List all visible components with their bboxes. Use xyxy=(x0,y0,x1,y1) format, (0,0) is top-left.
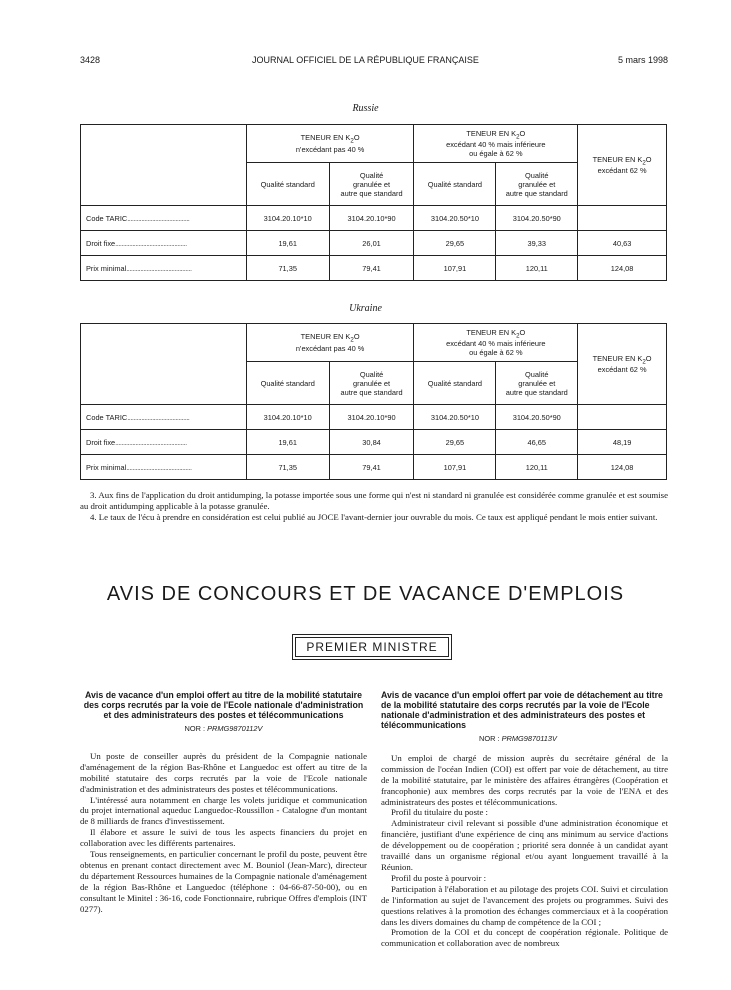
sub-header: Qualité granulée et autre que standard xyxy=(329,163,414,206)
row-label: Code TARIC........................................ xyxy=(81,206,247,231)
table-corner xyxy=(81,125,247,206)
sub-header: Qualité granulée et autre que standard xyxy=(496,163,578,206)
ministry-label: PREMIER MINISTRE xyxy=(295,637,449,657)
left-article xyxy=(80,690,367,915)
table-cell: 3104.20.10*90 xyxy=(329,405,414,430)
article-title: Avis de vacance d'un emploi offert par voie de détachement au titre de la mobilité statutaire des corps recrutés par la voie de l'Ecole nationale d'administration et des administrateurs des postes et télécommunications xyxy=(381,690,663,730)
paragraph: Participation à l'élaboration et au pilotage des projets COI. Suivi et circulation de l'information au sujet de l'avancement des projets ou programmes. Suivi des questions relatives à la promotion des échanges commerciaux et à la coopération dans les divers domaines du champ de compétence de la COI ; xyxy=(381,883,668,927)
table-cell: 40,63 xyxy=(578,231,667,256)
row-label: Code TARIC........................................ xyxy=(81,405,247,430)
row-label: Droit fixe.............................................. xyxy=(81,231,247,256)
sub-header: Qualité standard xyxy=(414,163,496,206)
article-title: Avis de vacance d'un emploi offert au titre de la mobilité statutaire des corps recrutés par la voie de l'Ecole nationale d'administration et des administrateurs des postes et télécommunications xyxy=(83,690,364,720)
paragraph: Un poste de conseiller auprès du président de la Compagnie nationale d'aménagement de la région Bas-Rhône et Languedoc est offert au titre de la mobilité statutaire des corps recrutés par la voie de l'Ecole nationale d'administration et des administrateurs des postes et télécommunications. xyxy=(80,750,367,794)
table-cell: 19,61 xyxy=(246,430,329,455)
header-group-2: TENEUR EN $K_2O$ excédant 40 % mais inférieure ou égale à 62 % xyxy=(414,324,578,362)
table-caption: Ukraine xyxy=(349,303,382,314)
tariff-table xyxy=(80,124,667,281)
table-cell: 107,91 xyxy=(414,256,496,281)
row-label: Droit fixe.............................................. xyxy=(81,430,247,455)
header-group-3: TENEUR EN $K_2O$ excédant 62 % xyxy=(578,324,667,405)
nor-reference: NOR : PRMG9870112V xyxy=(184,724,263,733)
page-date: 5 mars 1998 xyxy=(617,55,668,65)
table-cell: 3104.20.50*90 xyxy=(496,405,578,430)
sub-header: Qualité standard xyxy=(246,163,329,206)
table-cell: 3104.20.50*10 xyxy=(414,405,496,430)
table-cell: 3104.20.10*90 xyxy=(329,206,414,231)
table-cell: 39,33 xyxy=(496,231,578,256)
paragraph: Profil du titulaire du poste : xyxy=(391,807,488,818)
header-group-3: TENEUR EN $K_2O$ excédant 62 % xyxy=(578,125,667,206)
sub-header: Qualité granulée et autre que standard xyxy=(329,362,414,405)
paragraph: Promotion de la COI et du concept de coopération régionale. Politique de communication et collaboration avec de nombreux xyxy=(381,927,668,949)
table-cell: 48,19 xyxy=(578,430,667,455)
table-cell: 71,35 xyxy=(246,256,329,281)
table-cell: 19,61 xyxy=(246,231,329,256)
table-corner xyxy=(81,324,247,405)
table-cell: 3104.20.10*10 xyxy=(246,405,329,430)
paragraph: Tous renseignements, en particulier concernant le profil du poste, peuvent être obtenus en prenant contact directement avec M. Bouniol (Jean-Marc), directeur du département Ressources humaines de la Compagnie nationale d'aménagement de la région Bas-Rhône et Languedoc (téléphone : 04-66-87-50-00), ou en consultant le Minitel : 36-16, code Fonctionnaire, rubrique Offres d'emplois (INT 0277). xyxy=(80,849,367,914)
page-number: 3428 xyxy=(80,55,101,65)
table-cell: 120,11 xyxy=(496,455,578,480)
sub-header: Qualité granulée et autre que standard xyxy=(496,362,578,405)
header-group-1: TENEUR EN $K_2O$ n'excédant pas 40 % xyxy=(246,125,414,163)
footnotes xyxy=(80,490,668,523)
paragraph: Profil du poste à pourvoir : xyxy=(391,872,487,883)
sub-header: Qualité standard xyxy=(414,362,496,405)
paragraph: L'intéressé aura notamment en charge les volets juridique et communication du projet international aqueduc Languedoc-Roussillon - Catalogne d'un montant de 8 milliards de francs d'investissement. xyxy=(80,794,367,827)
table-cell: 26,01 xyxy=(329,231,414,256)
ministry-box xyxy=(292,634,452,660)
table-cell: 29,65 xyxy=(414,231,496,256)
table-cell xyxy=(578,206,667,231)
table-cell: 107,91 xyxy=(414,455,496,480)
table-cell: 124,08 xyxy=(578,256,667,281)
table-cell: 71,35 xyxy=(246,455,329,480)
paragraph: Il élabore et assure le suivi de tous les aspects financiers du projet en collaboration avec les différents partenaires. xyxy=(80,827,367,849)
row-label: Prix minimal.......................................... xyxy=(81,455,247,480)
sub-header: Qualité standard xyxy=(246,362,329,405)
nor-reference: NOR : PRMG9870113V xyxy=(479,734,557,743)
table-cell: 120,11 xyxy=(496,256,578,281)
footnote: 4. Le taux de l'écu à prendre en considération est celui publié au JOCE l'avant-dernier jour ouvrable du mois. Ce taux est appliqué pendant le mois entier suivant. xyxy=(90,512,658,522)
table-cell: 46,65 xyxy=(496,430,578,455)
paragraph: Un emploi de chargé de mission auprès du secrétaire général de la commission de l'océan Indien (COI) est offert par voie de détachement, au titre de la mobilité statutaire, par le ministère des affaires étrangères (Coopération et francophonie) aux membres des corps recrutés par la voie de l'ENA et des administrateurs des postes et télécommunications. xyxy=(381,752,668,807)
paragraph: Administrateur civil relevant si possible d'une administration économique et financière, justifiant d'une expérience de cinq ans minimum au service d'actions de développement ou de coopération ; priorité sera donnée à un candidat ayant travaillé dans un organisme régional et/ou ayant longuement travaillé à la Réunion. xyxy=(381,818,668,872)
table-cell: 30,84 xyxy=(329,430,414,455)
table-cell xyxy=(578,405,667,430)
section-title: AVIS DE CONCOURS ET DE VACANCE D'EMPLOIS xyxy=(106,583,625,605)
footnote: 3. Aux fins de l'application du droit antidumping, la potasse importée sous une forme qui n'est ni standard ni granulée est considérée comme granulée et est soumise au droit antidumping applicable à la potasse granulée. xyxy=(80,490,668,511)
table-caption: Russie xyxy=(352,103,379,114)
journal-title: JOURNAL OFFICIEL DE LA RÉPUBLIQUE FRANÇAISE xyxy=(252,55,479,65)
table-cell: 3104.20.50*90 xyxy=(496,206,578,231)
table-cell: 29,65 xyxy=(414,430,496,455)
table-cell: 124,08 xyxy=(578,455,667,480)
table-cell: 3104.20.50*10 xyxy=(414,206,496,231)
table-cell: 3104.20.10*10 xyxy=(246,206,329,231)
tariff-table xyxy=(80,323,667,480)
right-article xyxy=(381,690,668,949)
row-label: Prix minimal.......................................... xyxy=(81,256,247,281)
table-cell: 79,41 xyxy=(329,256,414,281)
header-group-2: TENEUR EN $K_2O$ excédant 40 % mais inférieure ou égale à 62 % xyxy=(414,125,578,163)
header-group-1: TENEUR EN $K_2O$ n'excédant pas 40 % xyxy=(246,324,414,362)
table-cell: 79,41 xyxy=(329,455,414,480)
